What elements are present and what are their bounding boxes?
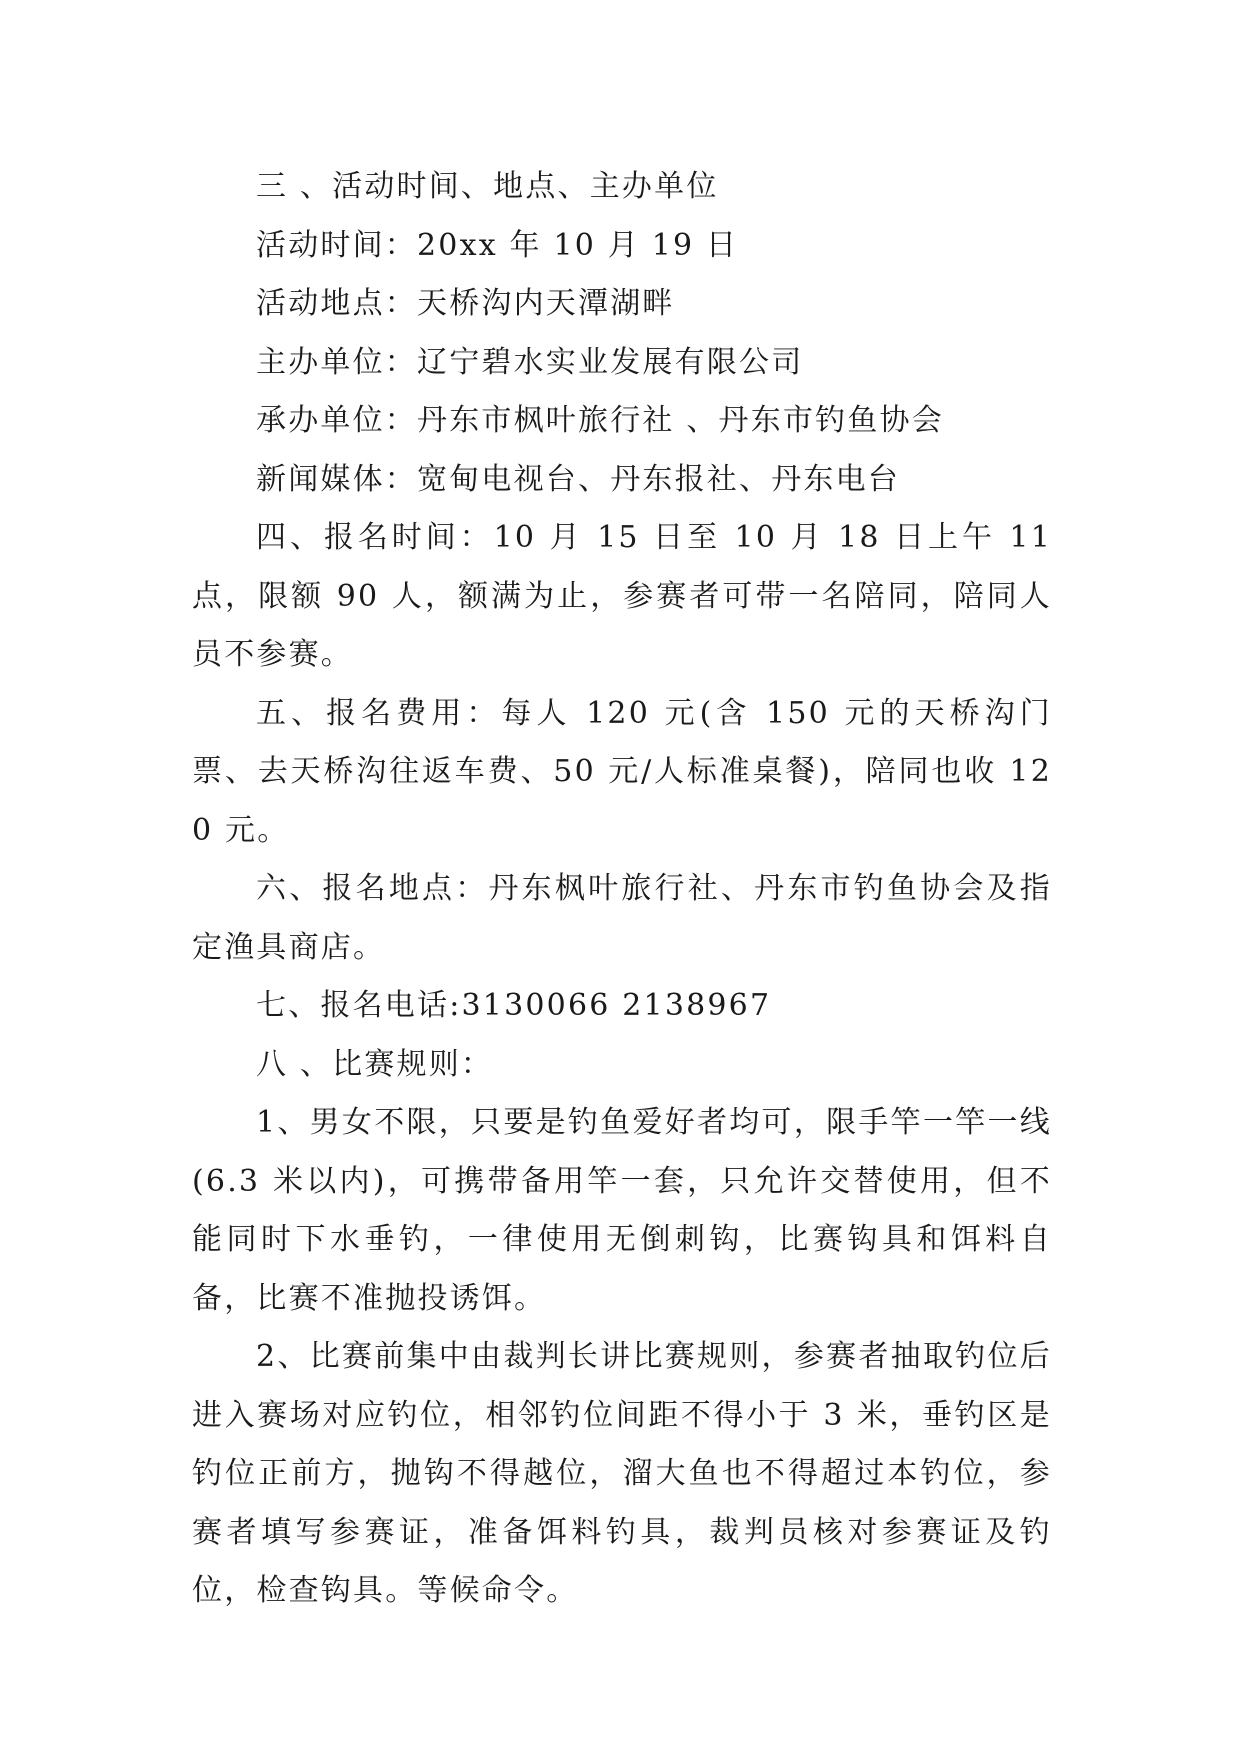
- registration-phone: 七、报名电话:3130066 2138967: [256, 988, 772, 1023]
- organizer: 主办单位：辽宁碧水实业发展有限公司: [256, 344, 804, 380]
- news-media: 新闻媒体：宽甸电视台、丹东报社、丹东电台: [256, 461, 900, 497]
- document-body: [192, 158, 1052, 1621]
- co-organizer: 承办单位：丹东市枫叶旅行社 、丹东市钓鱼协会: [256, 403, 944, 438]
- rule-1: 1、男女不限，只要是钓鱼爱好者均可，限手竿一竿一线(6.3 米以内)，可携带备用竿一套，只允许交替使用，但不能同时下水垂钓，一律使用无倒刺钩，比赛钩具和饵料自备，比赛不准抛投诱饵。: [192, 1105, 1052, 1316]
- section-heading-8: 八 、比赛规则：: [256, 1046, 494, 1082]
- rule-2: 2、比赛前集中由裁判长讲比赛规则，参赛者抽取钓位后进入赛场对应钓位，相邻钓位间距不得小于 3 米，垂钓区是钓位正前方，抛钩不得越位，溜大鱼也不得超过本钓位，参赛者填写参赛证，准备饵料钓具，裁判员核对参赛证及钓位，检查钩具。等候命令。: [192, 1339, 1052, 1608]
- section-heading-3: 三 、活动时间、地点、主办单位: [256, 169, 719, 204]
- activity-time: 活动时间：20xx 年 10 月 19 日: [256, 227, 739, 263]
- activity-location: 活动地点：天桥沟内天潭湖畔: [256, 286, 675, 321]
- registration-location: 六、报名地点：丹东枫叶旅行社、丹东市钓鱼协会及指定渔具商店。: [192, 871, 1052, 965]
- registration-fee: 五、报名费用：每人 120 元(含 150 元的天桥沟门票、去天桥沟往返车费、50 元/人标准桌餐)，陪同也收 120 元。: [192, 695, 1052, 848]
- registration-time: 四、报名时间：10 月 15 日至 10 月 18 日上午 11 点，限额 90 人，额满为止，参赛者可带一名陪同，陪同人员不参赛。: [192, 520, 1052, 672]
